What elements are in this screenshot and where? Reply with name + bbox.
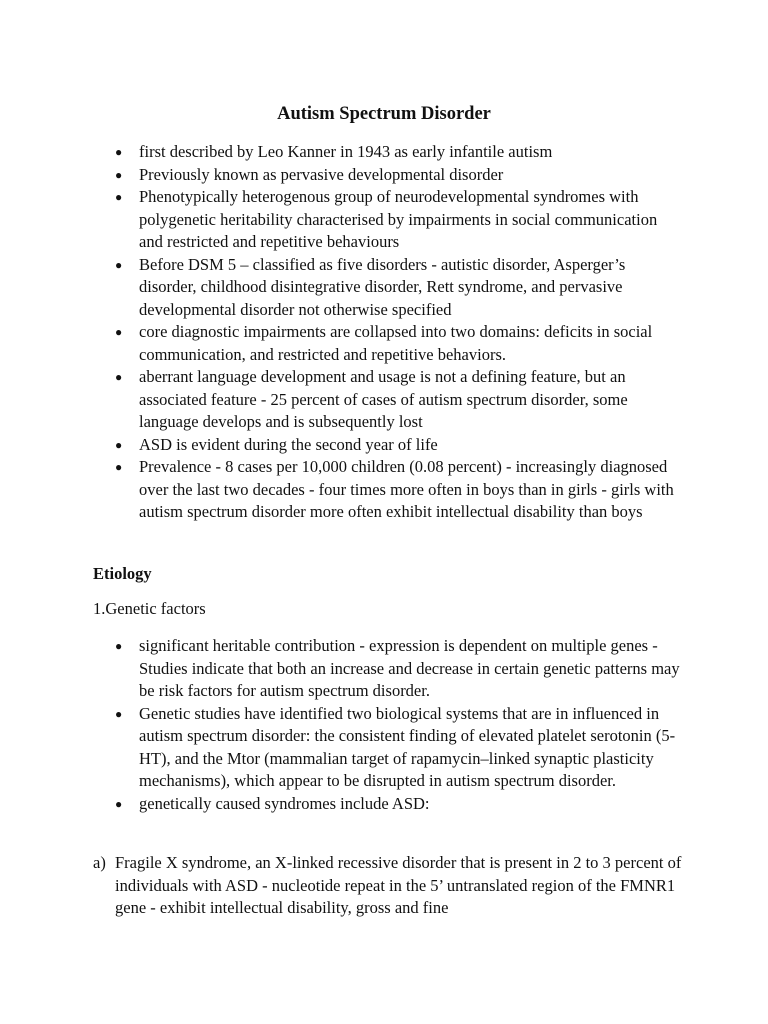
genetic-bullet-list	[113, 635, 683, 815]
list-item: ● Before DSM 5 – classified as five disorders - autistic disorder, Asperger’s disorder, childhood disintegrative disorder, Rett syndrome, and pervasive developmental disorder not otherwise specified	[113, 254, 683, 322]
list-item: ● Prevalence - 8 cases per 10,000 children (0.08 percent) - increasingly diagnosed over the last two decades - four times more often in boys than in girls - girls with autism spectrum disorder more often exhibit intellectual disability than boys	[113, 456, 683, 524]
list-item-text: Fragile X syndrome, an X-linked recessive disorder that is present in 2 to 3 percent of individuals with ASD - nucleotide repeat in the 5’ untranslated region of the FMNR1 gene - exhibit intellectual disability, gross and fine	[115, 853, 682, 917]
list-item: ● Genetic studies have identified two biological systems that are in influenced in autism spectrum disorder: the consistent finding of elevated platelet serotonin (5-HT), and the Mtor (mammalian target of rapamycin–linked synaptic plasticity mechanisms), which appear to be disrupted in autism spectrum disorder.	[113, 703, 683, 793]
document-title: Autism Spectrum Disorder	[277, 104, 491, 124]
list-item: ● core diagnostic impairments are collapsed into two domains: deficits in social communication, and restricted and repetitive behaviors.	[113, 321, 683, 366]
list-item: ● Previously known as pervasive developmental disorder	[113, 164, 683, 187]
list-item: ● first described by Leo Kanner in 1943 as early infantile autism	[113, 141, 683, 164]
section-heading-etiology: Etiology	[93, 564, 152, 583]
list-item: ● Phenotypically heterogenous group of neurodevelopmental syndromes with polygenetic heritability characterised by impairments in social communication and restricted and repetitive behaviours	[113, 186, 683, 254]
list-item: ● aberrant language development and usage is not a defining feature, but an associated feature - 25 percent of cases of autism spectrum disorder, some language develops and is subsequently lost	[113, 366, 683, 434]
list-item: ● ASD is evident during the second year of life	[113, 434, 683, 457]
alpha-list-item	[93, 852, 683, 920]
list-item: ● significant heritable contribution - expression is dependent on multiple genes - Studies indicate that both an increase and decrease in certain genetic patterns may be risk factors for autism spectrum disorder.	[113, 635, 683, 703]
intro-bullet-list	[113, 141, 683, 524]
subsection-heading-genetic: 1.Genetic factors	[93, 599, 206, 618]
list-item: ● genetically caused syndromes include ASD:	[113, 793, 683, 816]
list-marker: a)	[93, 853, 106, 872]
